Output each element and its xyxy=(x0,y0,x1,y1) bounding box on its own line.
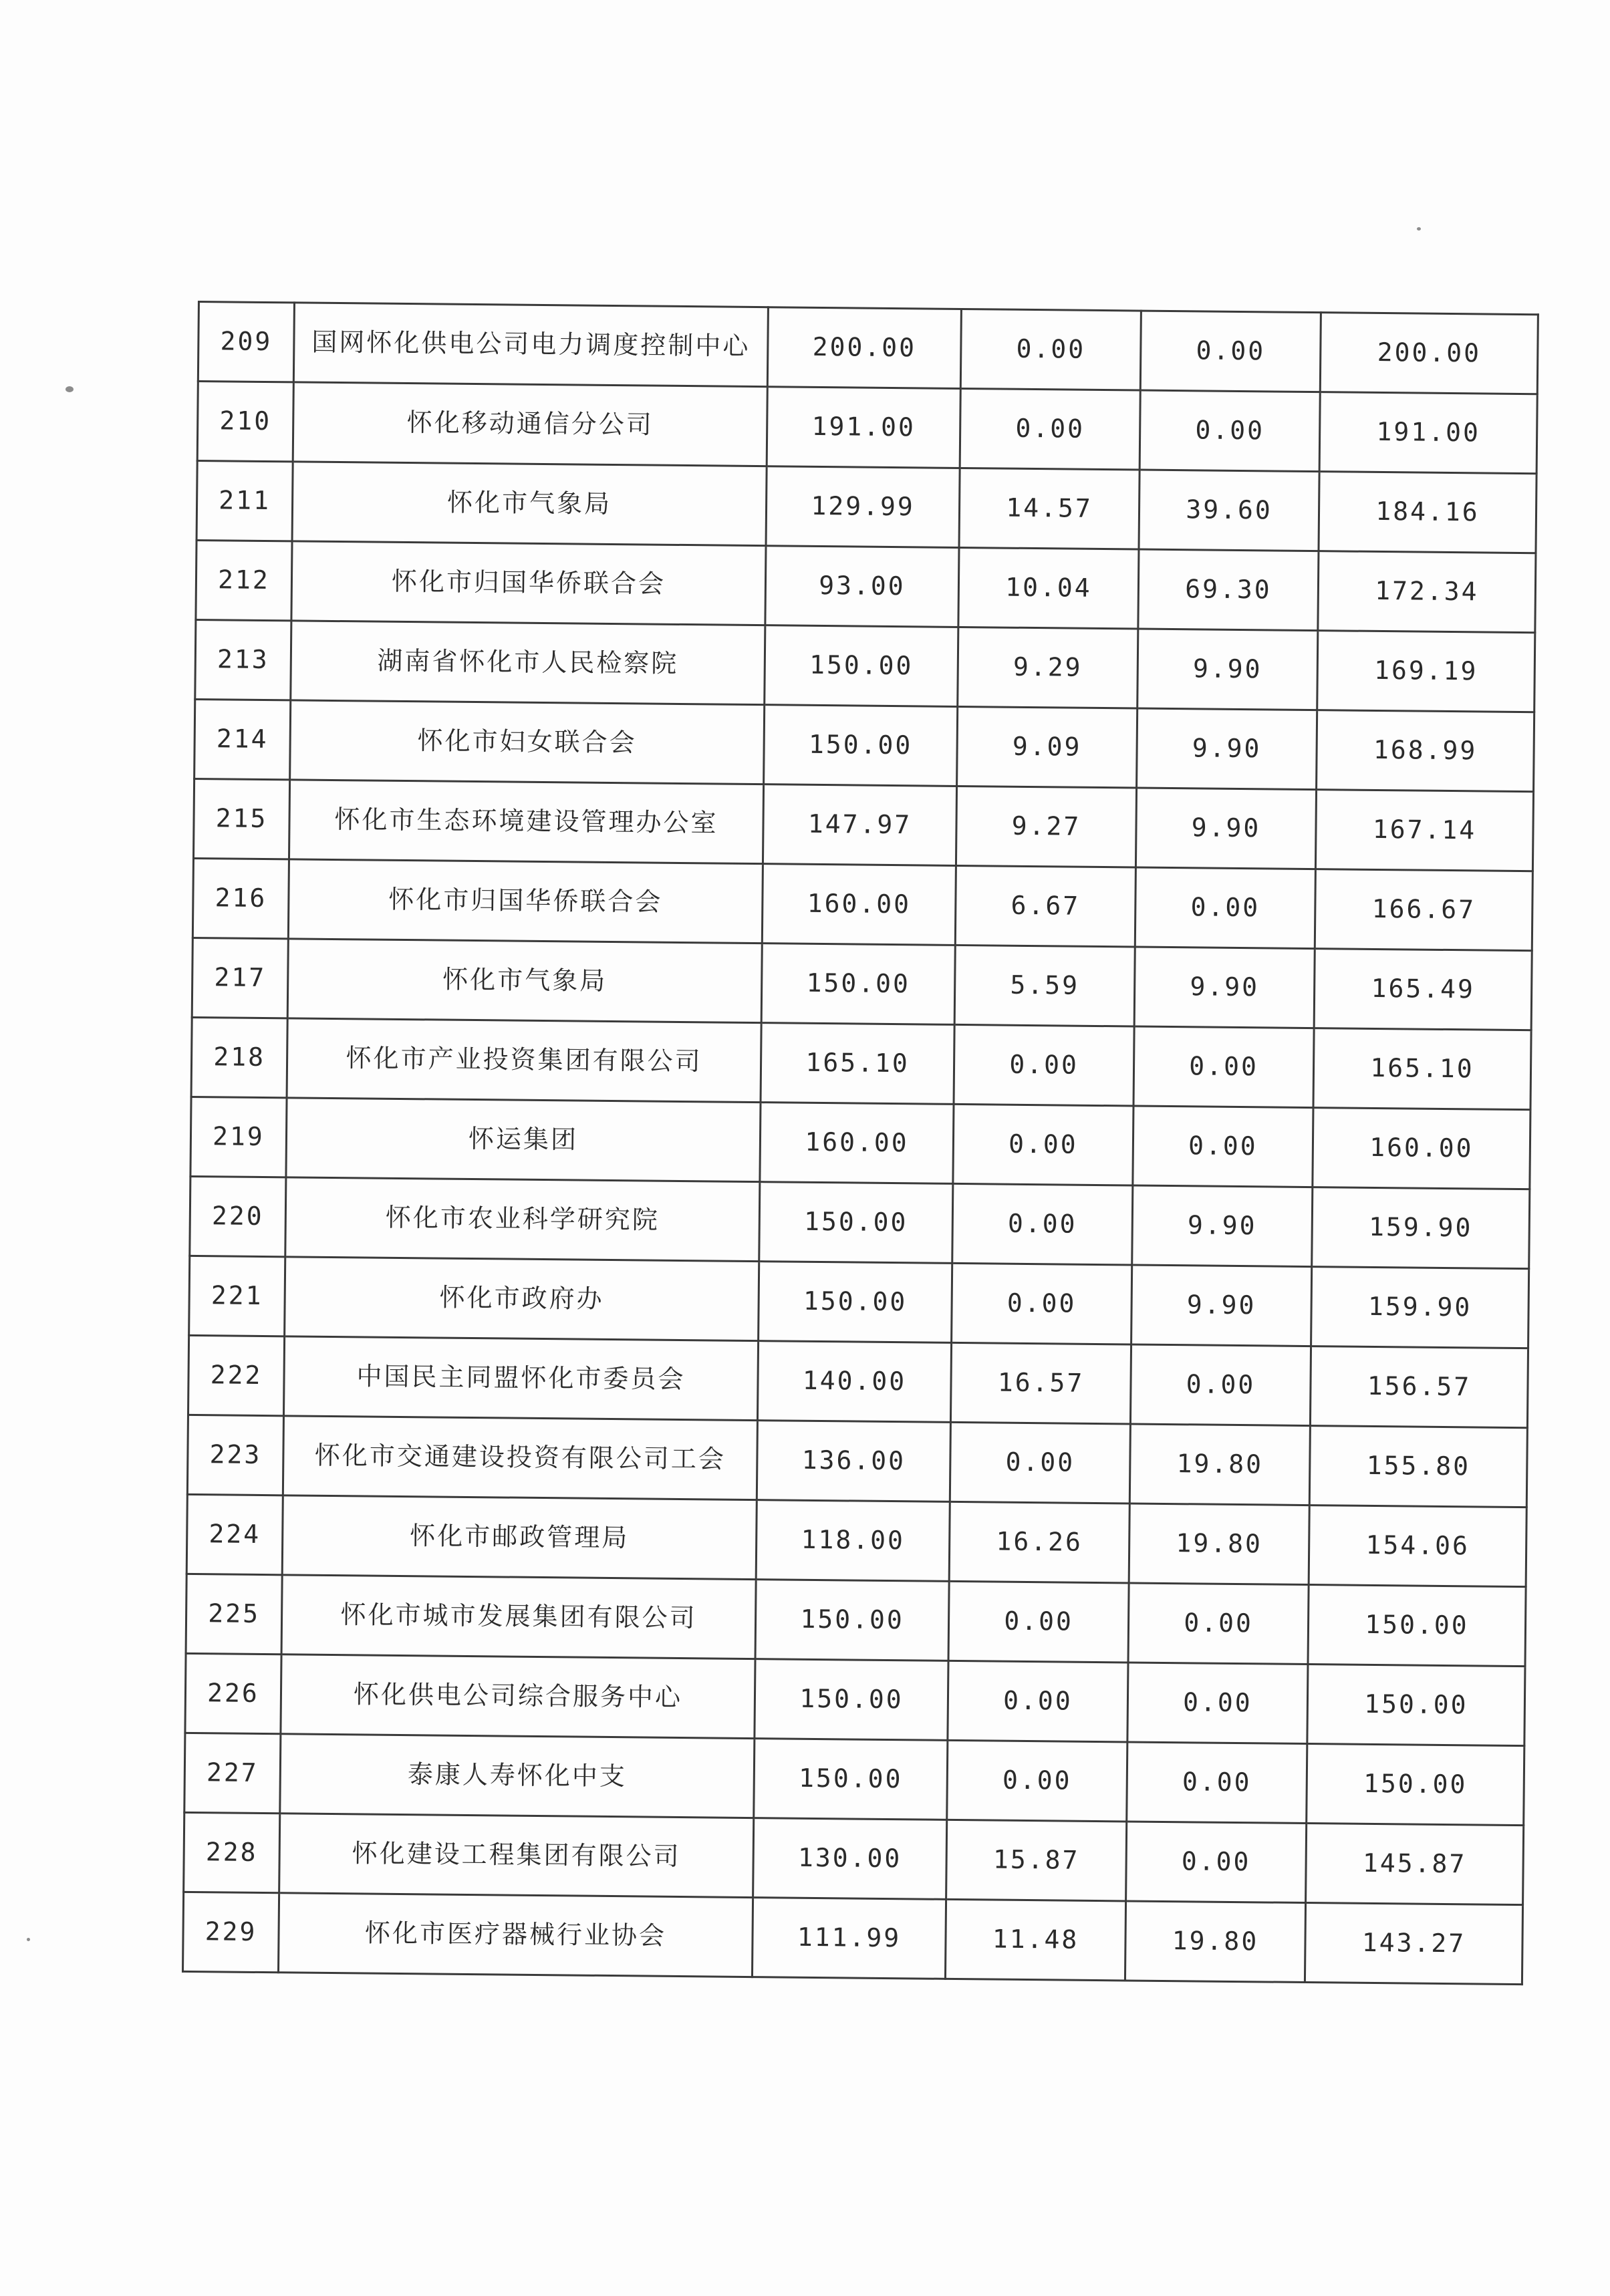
row-index-cell: 212 xyxy=(196,540,292,620)
amount-c-cell: 9.90 xyxy=(1131,1265,1312,1346)
row-index-cell: 210 xyxy=(197,382,293,462)
amount-a-cell: 129.99 xyxy=(766,466,960,548)
row-index-cell: 219 xyxy=(190,1097,287,1177)
amount-b-cell: 16.26 xyxy=(949,1501,1129,1583)
amount-a-cell: 191.00 xyxy=(767,387,960,468)
amount-b-cell: 0.00 xyxy=(960,309,1141,390)
table-row xyxy=(195,619,1535,712)
amount-b-cell: 16.57 xyxy=(950,1342,1131,1424)
total-amount-cell: 160.00 xyxy=(1313,1108,1530,1189)
amount-c-cell: 19.80 xyxy=(1129,1424,1310,1505)
organization-name-cell: 怀化建设工程集团有限公司 xyxy=(279,1814,754,1898)
organization-name-cell: 怀化市妇女联合会 xyxy=(290,700,765,784)
amount-c-cell: 0.00 xyxy=(1139,390,1320,472)
amount-c-cell: 9.90 xyxy=(1134,947,1315,1028)
table-row xyxy=(198,302,1538,394)
amount-a-cell: 93.00 xyxy=(765,546,959,627)
amount-c-cell: 9.90 xyxy=(1137,629,1318,710)
row-index-cell: 229 xyxy=(182,1892,279,1972)
total-amount-cell: 169.19 xyxy=(1317,631,1535,712)
amount-b-cell: 9.29 xyxy=(958,627,1138,708)
row-index-cell: 213 xyxy=(195,619,291,700)
organization-name-cell: 怀化市医疗器械行业协会 xyxy=(278,1893,753,1977)
total-amount-cell: 172.34 xyxy=(1318,551,1536,633)
table-row xyxy=(197,382,1537,474)
amount-c-cell: 9.90 xyxy=(1135,788,1316,869)
total-amount-cell: 168.99 xyxy=(1317,710,1534,792)
amount-c-cell: 0.00 xyxy=(1127,1663,1308,1744)
row-index-cell: 226 xyxy=(185,1653,281,1733)
table-row xyxy=(189,1256,1529,1348)
table-row xyxy=(190,1097,1530,1189)
amount-a-cell: 165.10 xyxy=(761,1023,954,1105)
table-row xyxy=(188,1335,1528,1427)
organization-name-cell: 怀化市城市发展集团有限公司 xyxy=(281,1575,756,1659)
table-row xyxy=(191,1017,1531,1109)
row-index-cell: 217 xyxy=(192,938,288,1018)
amount-a-cell: 150.00 xyxy=(764,705,958,786)
total-amount-cell: 150.00 xyxy=(1307,1665,1525,1746)
organization-name-cell: 泰康人寿怀化中支 xyxy=(280,1734,755,1818)
total-amount-cell: 165.10 xyxy=(1313,1028,1531,1110)
row-index-cell: 216 xyxy=(192,858,289,938)
amount-c-cell: 9.90 xyxy=(1137,708,1317,790)
table-row xyxy=(184,1812,1524,1904)
amount-c-cell: 9.90 xyxy=(1132,1185,1313,1267)
donation-table xyxy=(182,301,1539,1985)
organization-name-cell: 怀化市交通建设投资有限公司工会 xyxy=(283,1416,757,1500)
amount-b-cell: 5.59 xyxy=(954,945,1135,1026)
amount-a-cell: 150.00 xyxy=(759,1262,952,1343)
total-amount-cell: 145.87 xyxy=(1306,1824,1524,1905)
total-amount-cell: 150.00 xyxy=(1307,1744,1524,1826)
row-index-cell: 209 xyxy=(198,302,294,382)
amount-c-cell: 0.00 xyxy=(1126,1822,1307,1903)
amount-a-cell: 150.00 xyxy=(761,944,955,1025)
amount-a-cell: 130.00 xyxy=(753,1818,947,1900)
row-index-cell: 221 xyxy=(189,1256,285,1336)
organization-name-cell: 怀化市农业科学研究院 xyxy=(285,1177,760,1262)
table-row xyxy=(192,938,1532,1030)
amount-b-cell: 0.00 xyxy=(952,1263,1132,1344)
amount-a-cell: 160.00 xyxy=(760,1103,954,1184)
amount-a-cell: 200.00 xyxy=(767,307,961,389)
total-amount-cell: 184.16 xyxy=(1319,472,1536,553)
scan-speck xyxy=(65,386,74,392)
amount-c-cell: 19.80 xyxy=(1129,1503,1309,1585)
amount-a-cell: 140.00 xyxy=(757,1341,951,1423)
amount-b-cell: 0.00 xyxy=(948,1581,1129,1663)
row-index-cell: 224 xyxy=(186,1494,283,1574)
table-row xyxy=(186,1574,1526,1666)
total-amount-cell: 167.14 xyxy=(1315,790,1533,871)
organization-name-cell: 怀化市邮政管理局 xyxy=(282,1495,757,1580)
amount-c-cell: 0.00 xyxy=(1130,1344,1311,1426)
amount-b-cell: 11.48 xyxy=(945,1899,1125,1981)
total-amount-cell: 143.27 xyxy=(1305,1903,1522,1985)
organization-name-cell: 怀化供电公司综合服务中心 xyxy=(281,1655,755,1739)
amount-b-cell: 9.09 xyxy=(957,706,1137,788)
amount-a-cell: 150.00 xyxy=(759,1182,953,1264)
row-index-cell: 218 xyxy=(191,1017,287,1097)
amount-c-cell: 0.00 xyxy=(1140,311,1321,392)
amount-a-cell: 150.00 xyxy=(755,1580,949,1661)
table-row xyxy=(186,1494,1526,1586)
amount-a-cell: 160.00 xyxy=(762,864,956,946)
table-row xyxy=(185,1653,1525,1745)
row-index-cell: 227 xyxy=(184,1733,281,1813)
amount-c-cell: 19.80 xyxy=(1125,1901,1305,1983)
amount-a-cell: 111.99 xyxy=(752,1898,946,1979)
total-amount-cell: 156.57 xyxy=(1310,1346,1528,1428)
row-index-cell: 220 xyxy=(190,1176,286,1256)
organization-name-cell: 怀运集团 xyxy=(286,1098,761,1182)
amount-b-cell: 6.67 xyxy=(955,865,1135,947)
organization-name-cell: 怀化市归国华侨联合会 xyxy=(291,541,766,625)
amount-b-cell: 0.00 xyxy=(947,1740,1127,1822)
amount-c-cell: 39.60 xyxy=(1139,470,1319,551)
organization-name-cell: 怀化市政府办 xyxy=(285,1257,759,1341)
amount-c-cell: 0.00 xyxy=(1127,1742,1307,1824)
amount-b-cell: 0.00 xyxy=(948,1661,1128,1742)
total-amount-cell: 166.67 xyxy=(1315,869,1532,951)
total-amount-cell: 200.00 xyxy=(1320,313,1538,394)
amount-b-cell: 0.00 xyxy=(953,1104,1133,1185)
total-amount-cell: 159.90 xyxy=(1312,1187,1530,1269)
table-row xyxy=(184,1733,1524,1825)
organization-name-cell: 湖南省怀化市人民检察院 xyxy=(291,621,765,705)
row-index-cell: 211 xyxy=(196,461,293,541)
table-row xyxy=(196,540,1536,632)
organization-name-cell: 怀化市生态环境建设管理办公室 xyxy=(289,780,763,864)
table-body xyxy=(182,302,1538,1985)
amount-b-cell: 15.87 xyxy=(946,1820,1127,1901)
amount-b-cell: 0.00 xyxy=(954,1024,1134,1106)
total-amount-cell: 155.80 xyxy=(1309,1426,1527,1508)
amount-b-cell: 0.00 xyxy=(950,1422,1130,1503)
amount-c-cell: 69.30 xyxy=(1138,549,1319,631)
organization-name-cell: 怀化市产业投资集团有限公司 xyxy=(287,1018,761,1103)
table-row xyxy=(182,1892,1522,1984)
scan-speck xyxy=(1417,227,1421,231)
organization-name-cell: 怀化市归国华侨联合会 xyxy=(288,859,763,944)
total-amount-cell: 191.00 xyxy=(1319,392,1537,474)
amount-a-cell: 147.97 xyxy=(763,784,956,866)
amount-a-cell: 150.00 xyxy=(755,1659,948,1741)
organization-name-cell: 怀化市气象局 xyxy=(292,462,767,546)
amount-b-cell: 0.00 xyxy=(952,1183,1133,1265)
amount-a-cell: 150.00 xyxy=(754,1739,948,1820)
row-index-cell: 223 xyxy=(187,1415,283,1495)
row-index-cell: 228 xyxy=(184,1812,280,1892)
amount-c-cell: 0.00 xyxy=(1133,1106,1313,1187)
scan-speck xyxy=(27,1938,30,1941)
amount-a-cell: 150.00 xyxy=(765,625,958,707)
row-index-cell: 222 xyxy=(188,1335,284,1415)
table-row xyxy=(187,1415,1527,1507)
organization-name-cell: 怀化移动通信分公司 xyxy=(293,382,767,466)
organization-name-cell: 中国民主同盟怀化市委员会 xyxy=(283,1336,758,1421)
row-index-cell: 215 xyxy=(193,778,289,859)
row-index-cell: 225 xyxy=(186,1574,282,1654)
amount-b-cell: 14.57 xyxy=(959,468,1139,549)
table-row xyxy=(194,699,1534,791)
amount-c-cell: 0.00 xyxy=(1128,1583,1309,1665)
total-amount-cell: 165.49 xyxy=(1314,949,1532,1030)
total-amount-cell: 150.00 xyxy=(1308,1585,1526,1667)
organization-name-cell: 国网怀化供电公司电力调度控制中心 xyxy=(293,303,768,387)
amount-c-cell: 0.00 xyxy=(1135,867,1315,949)
total-amount-cell: 154.06 xyxy=(1309,1505,1526,1587)
donation-table-wrapper xyxy=(198,301,1482,1973)
table-row xyxy=(192,858,1532,950)
amount-a-cell: 118.00 xyxy=(756,1500,950,1582)
row-index-cell: 214 xyxy=(194,699,291,779)
amount-b-cell: 9.27 xyxy=(956,786,1136,867)
amount-b-cell: 10.04 xyxy=(958,547,1139,629)
table-row xyxy=(190,1176,1530,1268)
amount-c-cell: 0.00 xyxy=(1133,1026,1314,1108)
total-amount-cell: 159.90 xyxy=(1311,1267,1529,1348)
organization-name-cell: 怀化市气象局 xyxy=(287,939,762,1023)
table-row xyxy=(196,461,1536,553)
amount-a-cell: 136.00 xyxy=(757,1421,950,1502)
table-row xyxy=(193,778,1533,871)
amount-b-cell: 0.00 xyxy=(960,388,1140,470)
